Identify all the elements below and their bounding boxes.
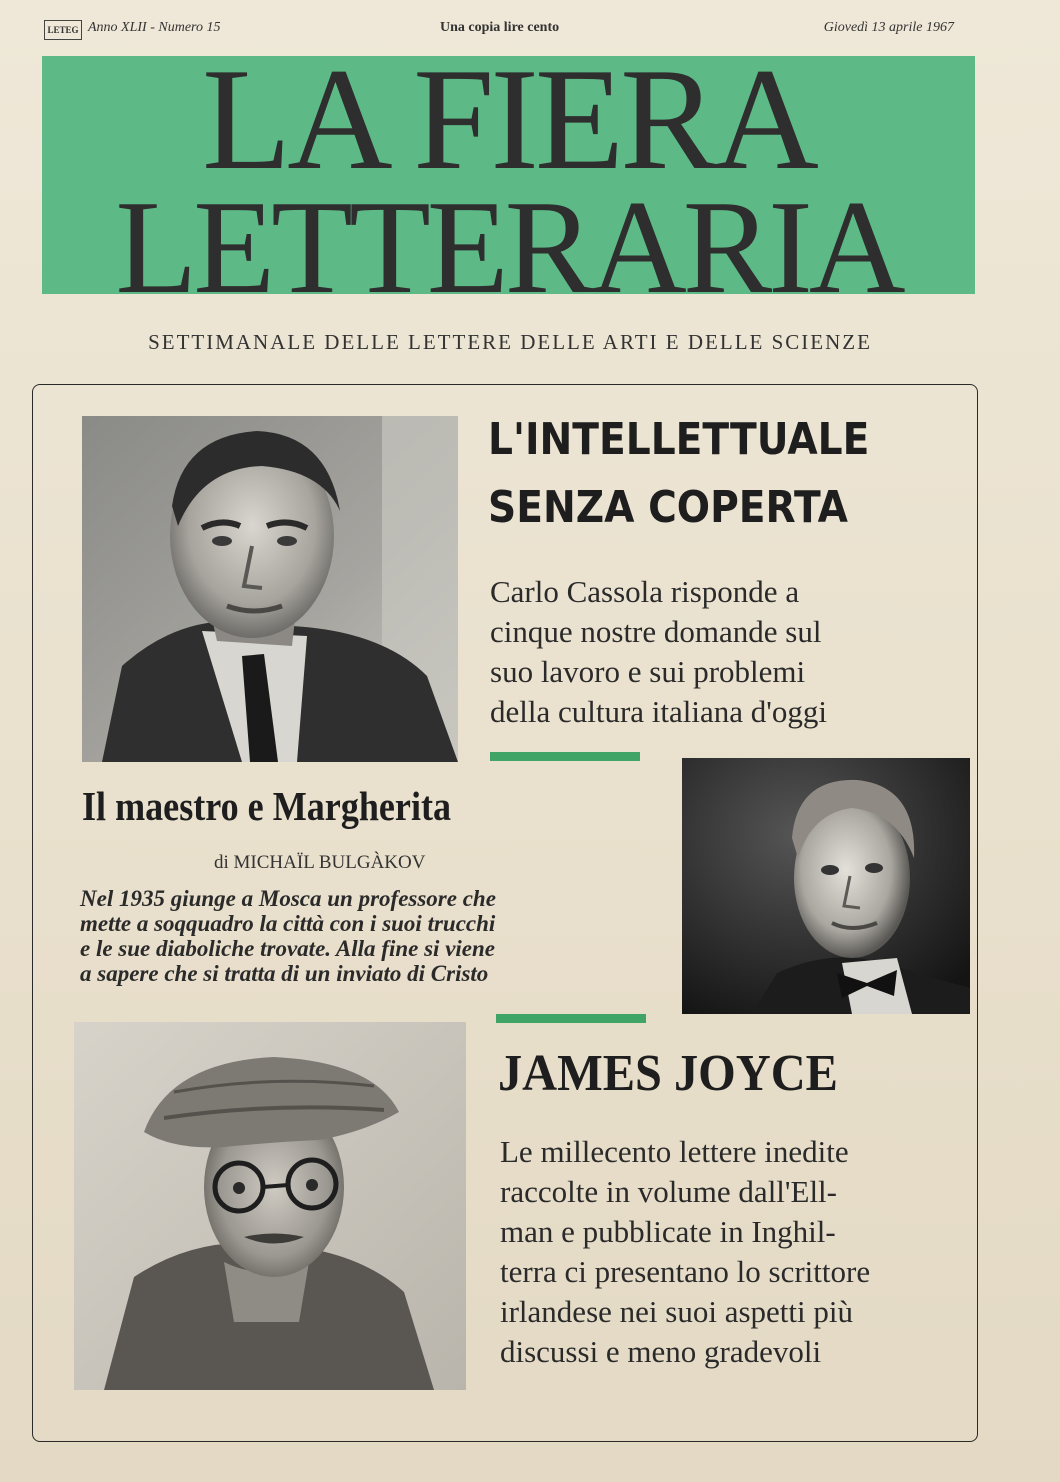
joyce-summary: [500, 1132, 870, 1372]
cassola-summary-line: suo lavoro e sui problemi: [490, 654, 806, 689]
cassola-summary-line: Carlo Cassola risponde a: [490, 574, 800, 609]
masthead-subtitle: SETTIMANALE DELLE LETTERE DELLE ARTI E DELLE SCIENZE: [148, 330, 872, 354]
masthead-title-line-2: LETTERARIA: [115, 173, 902, 294]
price-label: Una copia lire cento: [440, 20, 560, 35]
top-info-strip: [44, 20, 954, 42]
joyce-summary-line: raccolte in volume dall'Ell-: [500, 1174, 837, 1209]
joyce-photo: [74, 1022, 466, 1390]
green-divider: [496, 1014, 646, 1023]
bulgakov-teaser-line: a sapere che si tratta di un inviato di Cristo: [80, 961, 489, 986]
cassola-summary-line: della cultura italiana d'oggi: [490, 694, 827, 729]
masthead-title-line-1: LA FIERA: [202, 56, 815, 200]
bulgakov-headline: Il maestro e Margherita: [82, 783, 452, 829]
cassola-photo: [82, 416, 458, 762]
joyce-summary-line: terra ci presentano lo scrittore: [500, 1254, 871, 1289]
cassola-headline-line-1: L'INTELLETTUALE: [488, 414, 870, 465]
bulgakov-teaser-line: e le sue diaboliche trovate. Alla fine si viene: [80, 936, 495, 961]
bulgakov-teaser-line: Nel 1935 giunge a Mosca un professore che: [80, 886, 496, 911]
joyce-summary-line: discussi e meno gradevoli: [500, 1334, 822, 1369]
cassola-summary-line: cinque nostre domande sul: [490, 614, 822, 649]
joyce-summary-line: irlandese nei suoi aspetti più: [500, 1294, 853, 1329]
masthead: [42, 56, 975, 294]
issue-date: Giovedì 13 aprile 1967: [823, 20, 954, 35]
joyce-summary-line: Le millecento lettere inedite: [500, 1134, 849, 1169]
joyce-headline: JAMES JOYCE: [498, 1045, 838, 1102]
issue-number: Anno XLII - Numero 15: [88, 20, 221, 35]
joyce-summary-line: man e pubblicate in Inghil-: [500, 1214, 836, 1249]
bulgakov-photo: [682, 758, 970, 1014]
bulgakov-byline: di MICHAÏL BULGÀKOV: [214, 852, 426, 873]
bulgakov-teaser-line: mette a soqquadro la città con i suoi trucchi: [80, 911, 496, 936]
green-divider: [490, 752, 640, 761]
publisher-logo: LETEG: [44, 20, 82, 40]
bulgakov-teaser: [80, 886, 496, 986]
cassola-headline-line-2: SENZA COPERTA: [488, 482, 848, 533]
cassola-summary: [490, 572, 827, 732]
